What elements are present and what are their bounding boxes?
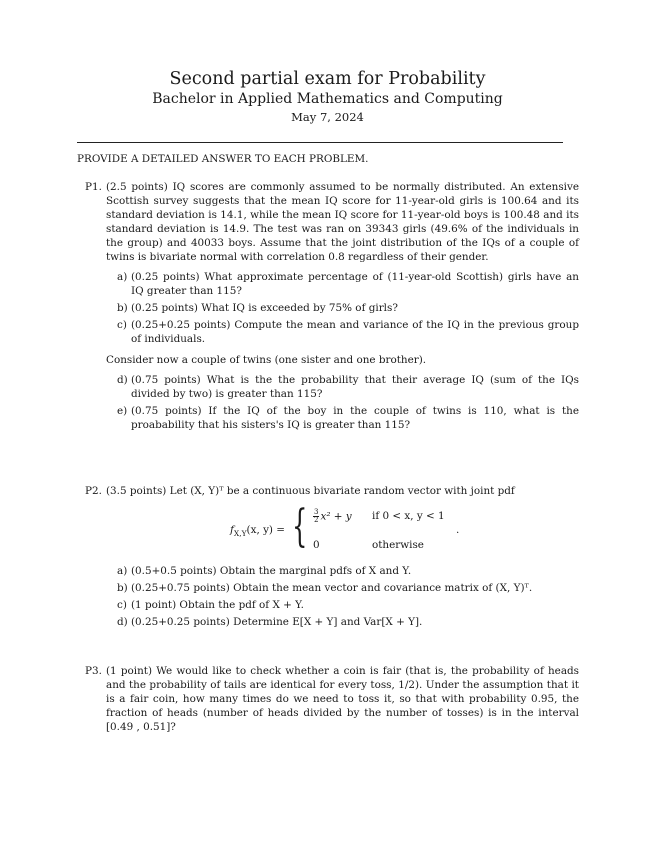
item-text: (0.25+0.25 points) Compute the mean and variance of the IQ in the previous group of individuals.: [131, 319, 579, 345]
item-text: (0.75 points) What is the the probability that their average IQ (sum of the IQs divided by two) is greater than 115?: [131, 374, 579, 400]
item-text: (1 point) Obtain the pdf of X + Y.: [131, 599, 304, 611]
left-brace: {: [292, 501, 308, 552]
case-1-expr: x² + y: [320, 510, 352, 523]
case-2-expression: 0: [313, 539, 320, 551]
formula-sub: X,Y: [233, 529, 247, 539]
problem-3: [85, 664, 579, 734]
problem-1-context: Consider now a couple of twins (one sister and one brother).: [106, 354, 427, 366]
problem-1: [85, 180, 579, 435]
exam-title: Second partial exam for Probability: [169, 69, 486, 89]
item-label: e): [117, 405, 128, 417]
problem-1-label: P1.: [85, 181, 102, 193]
item-label: b): [117, 302, 128, 314]
list-item: [106, 564, 579, 578]
list-item: [106, 598, 579, 612]
item-text: (0.5+0.5 points) Obtain the marginal pdfs of X and Y.: [131, 565, 412, 577]
case-2-condition: otherwise: [372, 539, 424, 551]
problem-3-text: (1 point) We would like to check whether a coin is fair (that is, the probability of heads and the probability of tails are identical for every toss, 1/2). Under the assumption that it is a fair coin, how many times do we need to toss it, so that with probability 0.95, the fraction of heads (number of heads divided by the number of tosses) is in the interval [0.49 , 0.51]?: [106, 665, 579, 733]
problem-1-items: [106, 270, 579, 346]
fraction-numerator: 3: [314, 508, 319, 516]
list-item: [106, 581, 579, 595]
case-1-condition: if 0 < x, y < 1: [372, 510, 445, 522]
problem-3-body: [106, 664, 579, 734]
problem-2-items: [106, 564, 579, 629]
formula-func: f: [230, 524, 234, 536]
item-text: (0.75 points) If the IQ of the boy in the couple of twins is 110, what is the proabability that his sisters's IQ is greater than 115?: [131, 405, 579, 431]
item-label: d): [117, 374, 128, 386]
item-text: (0.25 points) What approximate percentage of (11-year-old Scottish) girls have an IQ greater than 115?: [131, 271, 579, 297]
item-label: a): [117, 271, 128, 283]
problem-1-text: (2.5 points) IQ scores are commonly assumed to be normally distributed. An extensive Scottish survey suggests that the mean IQ score for 11-year-old girls is 100.64 and its standard deviation is 14.1, while the mean IQ score for 11-year-old boys is 100.48 and its standard deviation is 14.9. The test was ran on 39343 girls (49.6% of the individuals in the group) and 40033 boys. Assume that the joint distribution of the IQs of a couple of twins is bivariate normal with correlation 0.8 regardless of their gender.: [106, 181, 579, 263]
item-label: d): [117, 616, 128, 628]
exam-date: May 7, 2024: [291, 110, 364, 124]
formula-lhs: [230, 523, 285, 541]
instructions: PROVIDE A DETAILED ANSWER TO EACH PROBLEM.: [77, 153, 369, 165]
problem-2-label: P2.: [85, 485, 102, 497]
problem-2: [85, 484, 579, 632]
item-text: (0.25+0.75 points) Obtain the mean vector and covariance matrix of (X, Y)ᵀ.: [131, 582, 533, 594]
list-item: [106, 404, 579, 432]
item-label: c): [117, 599, 127, 611]
item-label: c): [117, 319, 127, 331]
list-item: [106, 301, 579, 315]
problem-2-text: (3.5 points) Let (X, Y)ᵀ be a continuous bivariate random vector with joint pdf: [106, 485, 515, 497]
fraction: [313, 509, 319, 524]
problem-1-items-2: [106, 373, 579, 432]
header-divider: [77, 142, 563, 143]
item-text: (0.25 points) What IQ is exceeded by 75% of girls?: [131, 302, 398, 314]
item-label: a): [117, 565, 128, 577]
exam-subtitle: Bachelor in Applied Mathematics and Computing: [152, 91, 503, 107]
item-text: (0.25+0.25 points) Determine E[X + Y] and Var[X + Y].: [131, 616, 423, 628]
list-item: [106, 270, 579, 298]
formula-args: (x, y) =: [246, 524, 285, 536]
problem-2-body: [106, 484, 579, 498]
list-item: [106, 615, 579, 629]
problem-1-body: [106, 180, 579, 346]
fraction-denominator: 2: [314, 516, 319, 524]
problem-3-label: P3.: [85, 665, 102, 677]
joint-pdf-formula: [106, 501, 579, 556]
formula-period: .: [456, 524, 460, 536]
list-item: [106, 318, 579, 346]
case-1-expression: [313, 509, 352, 524]
item-label: b): [117, 582, 128, 594]
list-item: [106, 373, 579, 401]
